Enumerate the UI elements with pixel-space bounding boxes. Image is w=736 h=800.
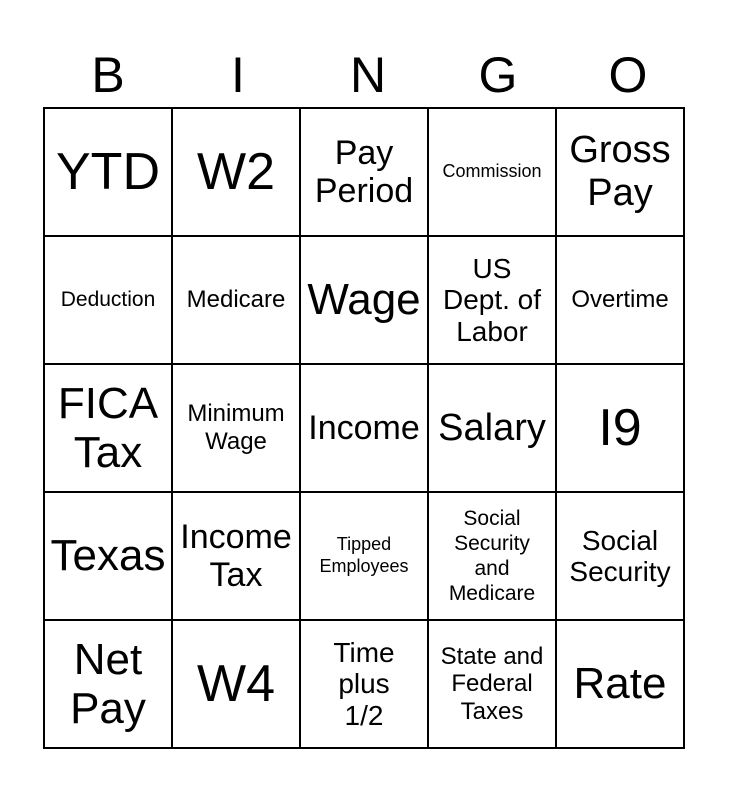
cell-label: FICA Tax — [57, 378, 159, 477]
cell-label: Time plus 1/2 — [333, 636, 395, 731]
cell-label: Income Tax — [180, 517, 292, 594]
cell-label: US Dept. of Labor — [442, 252, 542, 347]
cell-label: Income — [308, 408, 420, 447]
cell-label: YTD — [56, 142, 160, 201]
bingo-cell[interactable] — [44, 620, 172, 748]
bingo-cell[interactable] — [44, 364, 172, 492]
bingo-cell[interactable] — [44, 108, 172, 236]
cell-label: Overtime — [571, 286, 669, 314]
bingo-cell[interactable] — [172, 108, 300, 236]
header-letter-g: G — [478, 47, 518, 103]
bingo-cell[interactable] — [556, 364, 684, 492]
bingo-cell[interactable] — [300, 108, 428, 236]
bingo-cell[interactable] — [44, 492, 172, 620]
bingo-cell[interactable] — [556, 108, 684, 236]
cell-label: W4 — [197, 654, 275, 713]
cell-label: Minimum Wage — [187, 400, 285, 455]
bingo-board — [43, 107, 685, 749]
cell-label: Medicare — [186, 286, 286, 314]
header-letter-i: I — [231, 47, 245, 103]
cell-label: Salary — [438, 406, 546, 449]
cell-label: Wage — [307, 275, 421, 325]
cell-label: Net Pay — [70, 634, 146, 733]
bingo-cell[interactable] — [172, 620, 300, 748]
bingo-cell[interactable] — [428, 364, 556, 492]
bingo-cell[interactable] — [300, 236, 428, 364]
cell-label: Social Security — [569, 524, 671, 587]
bingo-cell[interactable] — [428, 236, 556, 364]
board-row — [44, 364, 684, 492]
cell-label: Tipped Employees — [319, 534, 409, 576]
cell-label: Social Security and Medicare — [448, 506, 536, 606]
bingo-cell[interactable] — [300, 492, 428, 620]
bingo-cell[interactable] — [428, 108, 556, 236]
cell-label: Commission — [442, 161, 542, 182]
header-letter-n: N — [349, 47, 387, 103]
bingo-cell[interactable] — [556, 620, 684, 748]
bingo-cell[interactable] — [172, 236, 300, 364]
cell-label: Deduction — [60, 288, 156, 312]
bingo-cell[interactable] — [428, 492, 556, 620]
cell-label: W2 — [197, 142, 275, 201]
cell-label: I9 — [598, 398, 642, 457]
board-row — [44, 236, 684, 364]
bingo-cell[interactable] — [428, 620, 556, 748]
cell-label: State and Federal Taxes — [440, 642, 544, 725]
bingo-cell[interactable] — [44, 236, 172, 364]
board-row — [44, 620, 684, 748]
bingo-cell[interactable] — [172, 364, 300, 492]
bingo-cell[interactable] — [556, 236, 684, 364]
bingo-cell[interactable] — [556, 492, 684, 620]
cell-label: Texas — [50, 531, 166, 581]
board-row — [44, 108, 684, 236]
cell-label: Gross Pay — [569, 129, 671, 214]
cell-label: Rate — [573, 659, 667, 709]
cell-label: Pay Period — [314, 133, 414, 210]
bingo-cell[interactable] — [172, 492, 300, 620]
header-letter-o: O — [608, 47, 648, 103]
bingo-cell[interactable] — [300, 364, 428, 492]
bingo-cell[interactable] — [300, 620, 428, 748]
header-letter-b: B — [91, 47, 125, 103]
board-row — [44, 492, 684, 620]
bingo-header — [43, 44, 693, 106]
